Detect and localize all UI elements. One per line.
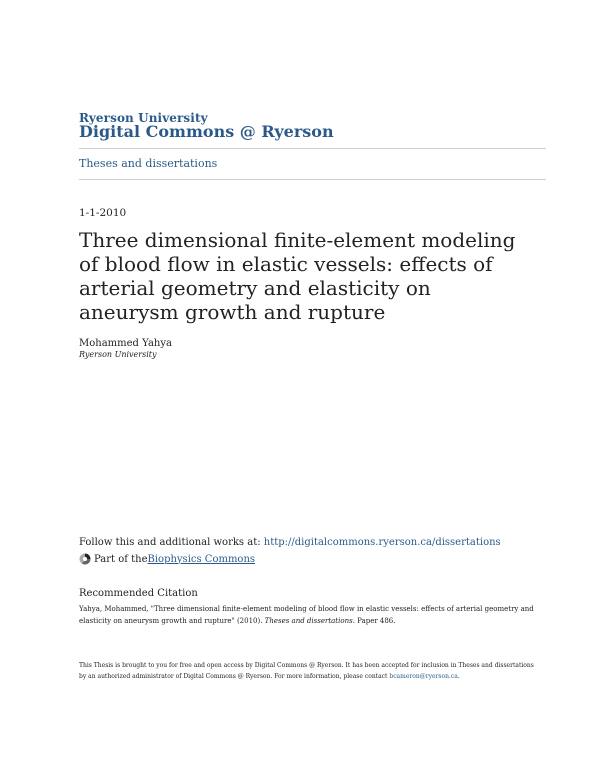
part-of-prefix: Part of the <box>94 553 148 565</box>
header-divider <box>79 148 546 149</box>
dissertations-url-link[interactable]: http://digitalcommons.ryerson.ca/dissertations <box>263 537 501 548</box>
citation-series: Theses and dissertations <box>264 617 353 625</box>
footer-text: This Thesis is brought to you for free and open access by Digital Commons @ Ryerson. It has been accepted for inclusion in Theses and dissertations by an authorized administrator of Digital Commons @ Ryerson. For more information, please contact <box>79 662 534 680</box>
publication-date: 1-1-2010 <box>79 207 127 219</box>
document-title: Three dimensional finite-element modeling of blood flow in elastic vessels: effects of arterial geometry and elasticity on aneurysm growth and rupture <box>79 228 516 324</box>
biophysics-commons-link[interactable]: Biophysics Commons <box>147 553 256 565</box>
follow-line <box>79 537 501 548</box>
author-name: Mohammed Yahya <box>79 338 172 349</box>
repository-name[interactable]: Digital Commons @ Ryerson <box>79 122 334 141</box>
citation-end: . Paper 486. <box>352 617 396 625</box>
follow-prefix: Follow this and additional works at: <box>79 537 264 548</box>
contact-email-link[interactable]: bcameron@ryerson.ca <box>389 673 458 680</box>
part-of-line <box>79 553 255 565</box>
institution-name: Ryerson University <box>79 111 208 125</box>
footer-notice <box>79 660 534 682</box>
collection-divider <box>79 179 546 180</box>
author-affiliation: Ryerson University <box>79 350 157 359</box>
collection-link[interactable]: Theses and dissertations <box>79 157 218 170</box>
commons-network-icon <box>79 553 91 565</box>
citation-text <box>79 603 534 627</box>
footer-end: . <box>457 673 460 680</box>
citation-body: Yahya, Mohammed, "Three dimensional finite-element modeling of blood flow in elastic vessels: effects of arterial geometry and elasticity on aneurysm growth and rupture" (2010). <box>79 605 534 625</box>
citation-heading: Recommended Citation <box>79 588 198 599</box>
